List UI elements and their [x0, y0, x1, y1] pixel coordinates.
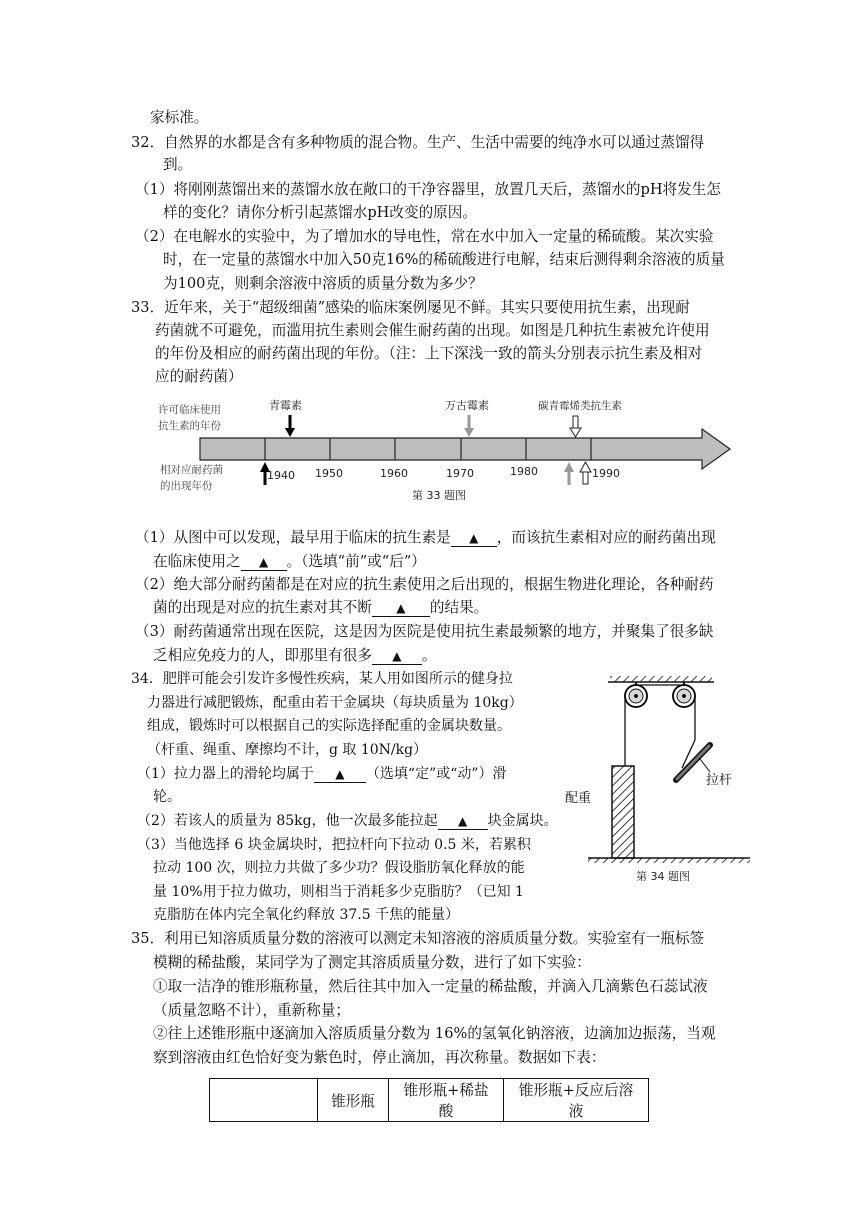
text-segment: 。（选填“前”或“后”）: [286, 553, 426, 570]
answer-blank[interactable]: [241, 554, 287, 571]
text-line: 克脂肪在体内完全氧化约释放 37.5 千焦的能量）: [153, 907, 460, 923]
question-34-part-3: （3）当他选择 6 块金属块时，把拉杆向下拉动 0.5 米，若累积: [137, 837, 531, 853]
figure-34-caption: 第 34 题图: [636, 870, 690, 883]
timeline-top-label-1: 许可临床使用: [158, 404, 221, 416]
question-32-part-1: （1）将刚刚蒸馏出来的蒸馏水放在敞口的干净容器里，放置几天后，蒸馏水的pH将发生怎: [135, 181, 721, 198]
text-line: 拉动 100 次，则拉力共做了多少功？假设脂肪氧化释放的能: [153, 860, 525, 876]
pulley-left: [625, 682, 647, 707]
text-segment: （1）拉力器上的滑轮均属于: [137, 766, 314, 782]
vancomycin-resistance-arrow: [564, 462, 574, 485]
antibiotic-penicillin: 青霉素: [269, 399, 302, 412]
penicillin-arrow: [285, 415, 295, 437]
step-2: ②往上述锥形瓶中逐滴加入溶质质量分数为 16%的氢氧化钠溶液，边滴加边振荡，当观: [153, 1025, 716, 1042]
text-line: 应的耐药菌）: [155, 368, 243, 385]
antibiotic-carbapenem: 碳青霉烯类抗生素: [538, 400, 622, 412]
text-line: 时，在一定量的蒸馏水中加入50克16%的稀硫酸进行电解，结束后测得剩余溶液的质量: [163, 251, 725, 268]
text-line: 量 10%用于拉力做功，则相当于消耗多少克脂肪？（已知 1: [153, 884, 524, 900]
text-segment: 。: [421, 647, 437, 664]
question-34-part-1: [137, 764, 507, 784]
figure-34-pulley-device: [560, 668, 760, 888]
answer-blank[interactable]: [451, 530, 497, 547]
step-1: ①取一洁净的锥形瓶称量，然后往其中加入一定量的稀盐酸，并滴入几滴紫色石蕊试液: [153, 978, 708, 995]
year-1990: 1990: [592, 467, 620, 480]
figure-33-caption: 第 33 题图: [412, 489, 466, 502]
year-1970: 1970: [446, 467, 474, 480]
year-1950: 1950: [315, 467, 343, 480]
vancomycin-arrow: [464, 415, 474, 437]
answer-blank[interactable]: [372, 648, 422, 665]
text-line: （质量忽略不计），重新称量；: [153, 1002, 351, 1019]
blank-mark: ▲: [458, 814, 468, 828]
timeline-bottom-label-2: 的出现年份: [160, 480, 213, 492]
antibiotic-vancomycin: 万古霉素: [445, 399, 489, 412]
table-row: [210, 1079, 649, 1122]
year-1940: 1940: [267, 469, 295, 482]
answer-blank[interactable]: [372, 600, 430, 617]
text-line: 模糊的稀盐酸，某同学为了测定其溶质质量分数，进行了如下实验：: [153, 954, 591, 971]
handle-bar: [676, 740, 710, 780]
text-line: 力器进行减肥锻炼，配重由若干金属块（每块质量为 10kg）: [147, 695, 523, 711]
text-line: 的年份及相应的耐药菌出现的年份。（注：上下深浅一致的箭头分别表示抗生素及相对: [155, 345, 703, 362]
table-header-cell: [210, 1079, 318, 1122]
carbapenem-resistance-arrow: [580, 462, 591, 484]
text-segment: （选填“定”或“动”）滑: [365, 766, 507, 782]
year-1960: 1960: [380, 467, 408, 480]
question-34-stem: 34．肥胖可能会引发许多慢性疾病，某人用如图所示的健身拉: [131, 671, 513, 687]
table-header-cell: 锥形瓶: [318, 1079, 389, 1122]
text-line: （杆重、绳重、摩擦均不计，g 取 10N/kg）: [147, 742, 428, 758]
floor: [588, 858, 750, 863]
text-line: [153, 646, 437, 666]
text-line: 家标准。: [150, 109, 209, 126]
text-segment: （1）从图中可以发现，最早用于临床的抗生素是: [135, 529, 451, 546]
text-segment: ，而该抗生素相对应的耐药菌出现: [496, 529, 716, 546]
question-33-stem: 33．近年来，关于“超级细菌”感染的临床案例屡见不鲜。其实只要使用抗生素，出现耐: [131, 299, 690, 316]
figure-33-timeline: [150, 393, 740, 511]
question-33-part-2: （2）绝大部分耐药菌都是在对应的抗生素使用之后出现的，根据生物进化理论，各种耐药: [135, 576, 714, 593]
text-line: 药菌就不可避免，而滥用抗生素则会催生耐药菌的出现。如图是几种抗生素被允许使用: [155, 322, 710, 339]
timeline-arrow: [200, 429, 730, 469]
blank-mark: ▲: [392, 649, 402, 663]
blank-mark: ▲: [335, 767, 345, 781]
text-line: [153, 552, 426, 572]
question-35-stem: 35．利用已知溶质质量分数的溶液可以测定未知溶液的溶质质量分数。实验室有一瓶标签: [131, 930, 705, 947]
table-header-cell: 锥形瓶+反应后溶液: [504, 1079, 649, 1122]
timeline-top-label-2: 抗生素的年份: [158, 420, 221, 432]
counterweight-stack: [612, 766, 634, 858]
question-34-part-2: [137, 811, 558, 831]
text-line: [153, 598, 488, 618]
timeline-bottom-label-1: 相对应耐药菌: [160, 464, 223, 476]
text-segment: 块金属块。: [487, 813, 558, 829]
text-line: 轮。: [153, 789, 181, 805]
blank-mark: ▲: [396, 601, 406, 615]
pulley-right: [673, 682, 695, 707]
blank-mark: ▲: [258, 555, 269, 569]
text-line: 为100克，则剩余溶液中溶质的质量分数为多少？: [163, 275, 483, 292]
text-segment: 在临床使用之: [153, 553, 241, 570]
text-line: 样的变化？请你分析引起蒸馏水pH改变的原因。: [163, 204, 477, 221]
text-line: 组成，锻炼时可以根据自己的实际选择配重的金属块数量。: [147, 718, 511, 734]
text-segment: （2）若该人的质量为 85kg，他一次最多能拉起: [137, 813, 438, 829]
year-1980: 1980: [510, 465, 538, 478]
table-header-cell: 锥形瓶+稀盐酸: [389, 1079, 504, 1122]
text-segment: 乏相应免疫力的人，即那里有很多: [153, 647, 372, 664]
answer-blank[interactable]: [314, 766, 366, 783]
answer-blank[interactable]: [438, 813, 488, 830]
handle-label: 拉杆: [706, 773, 733, 788]
text-segment: 菌的出现是对应的抗生素对其不断: [153, 599, 372, 616]
counterweight-label: 配重: [565, 791, 592, 806]
text-line: 察到溶液由红色恰好变为紫色时，停止滴加，再次称量。数据如下表：: [153, 1049, 606, 1066]
question-33-part-1: [135, 528, 716, 548]
carbapenem-arrow: [570, 416, 581, 437]
question-32-part-2: （2）在电解水的实验中，为了增加水的导电性，常在水中加入一定量的稀硫酸。某次实验: [135, 228, 714, 245]
text-segment: 的结果。: [429, 599, 489, 616]
text-line: 到。: [163, 156, 193, 173]
data-table: [209, 1078, 649, 1122]
blank-mark: ▲: [469, 531, 479, 545]
question-32-stem: 32．自然界的水都是含有多种物质的混合物。生产、生活中需要的纯净水可以通过蒸馏得: [131, 134, 705, 151]
question-33-part-3: （3）耐药菌通常出现在医院，这是因为医院是使用抗生素最频繁的地方，并聚集了很多缺: [135, 623, 714, 640]
ceiling: [610, 676, 712, 682]
